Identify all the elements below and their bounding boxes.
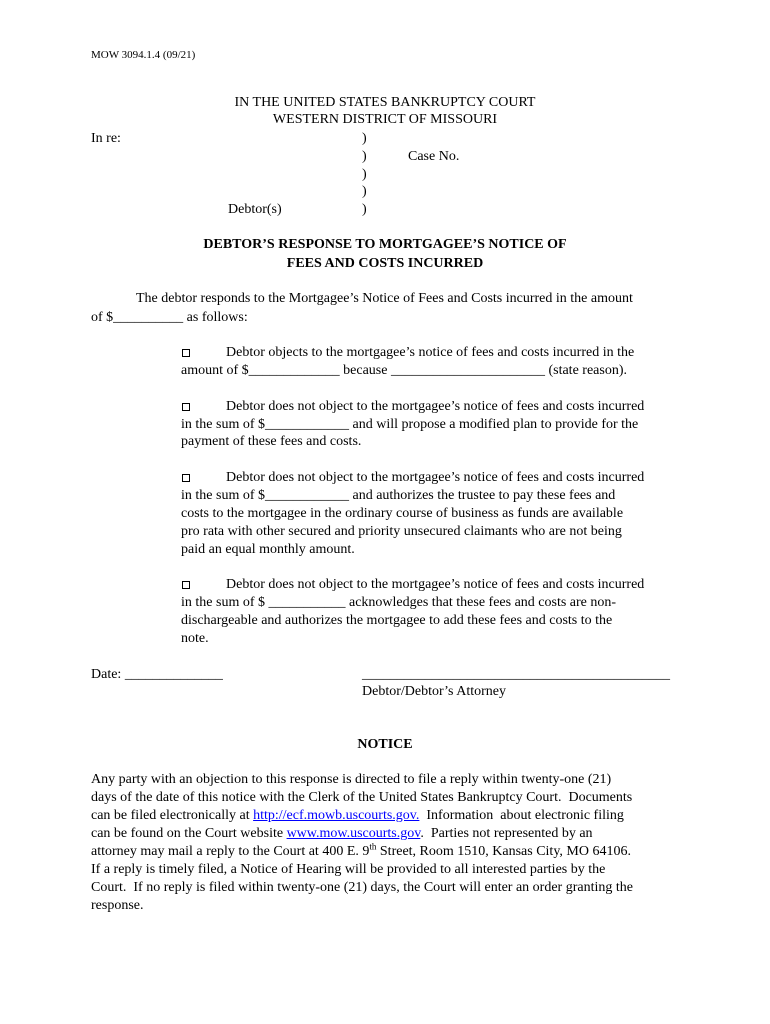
intro-line: The debtor responds to the Mortgagee’s Notice of Fees and Costs incurred in the amount xyxy=(136,291,633,306)
option-text-line: costs to the mortgagee in the ordinary course of business as funds are available xyxy=(181,506,624,521)
option-text-line: Debtor does not object to the mortgagee’s notice of fees and costs incurred xyxy=(226,399,645,414)
option-text-line: Debtor does not object to the mortgagee’s notice of fees and costs incurred xyxy=(226,577,645,592)
signer-label: Debtor/Debtor’s Attorney xyxy=(362,684,506,699)
option-text-line: in the sum of $____________ and authorizes the trustee to pay these fees and xyxy=(181,488,616,503)
debtor-label: Debtor(s) xyxy=(228,202,282,217)
court-district-line: WESTERN DISTRICT OF MISSOURI xyxy=(272,112,498,127)
option-text-line: in the sum of $____________ and will propose a modified plan to provide for the xyxy=(181,417,639,432)
date-line: Date: ______________ xyxy=(91,667,223,682)
notice-text: Information about electronic filing xyxy=(419,808,624,823)
form-id-label: MOW 3094.1.4 (09/21) xyxy=(91,49,196,61)
option-2-checkbox[interactable] xyxy=(182,403,190,411)
notice-line: days of the date of this notice with the Clerk of the United States Bankruptcy Court. Documents xyxy=(91,790,633,805)
caption-paren: ) xyxy=(362,131,367,146)
option-text-line: Debtor objects to the mortgagee’s notice of fees and costs incurred in the xyxy=(226,345,635,360)
caption-paren: ) xyxy=(362,184,367,199)
option-text-line: amount of $_____________ because ______________________ (state reason). xyxy=(181,363,627,378)
option-text-line: paid an equal monthly amount. xyxy=(181,542,355,557)
document-title-line: DEBTOR’S RESPONSE TO MORTGAGEE’S NOTICE OF xyxy=(203,237,567,252)
option-text-line: payment of these fees and costs. xyxy=(181,434,362,449)
option-3-checkbox[interactable] xyxy=(182,474,190,482)
intro-line: of $__________ as follows: xyxy=(91,310,248,325)
court-name-line: IN THE UNITED STATES BANKRUPTCY COURT xyxy=(234,95,536,110)
notice-text: Street, Room 1510, Kansas City, MO 64106. xyxy=(376,844,631,859)
signature-line: ____________________________________________ xyxy=(362,667,670,682)
notice-line xyxy=(91,825,593,843)
notice-line: Court. If no reply is filed within twenty-one (21) days, the Court will enter an order granting the xyxy=(91,880,633,895)
option-text-line: note. xyxy=(181,631,209,646)
ordinal-suffix: th xyxy=(369,841,377,852)
option-1-checkbox[interactable] xyxy=(182,349,190,357)
option-text-line: dischargeable and authorizes the mortgagee to add these fees and costs to the xyxy=(181,613,613,628)
caption-paren: ) xyxy=(362,167,367,182)
notice-heading: NOTICE xyxy=(357,737,413,752)
notice-line: Any party with an objection to this response is directed to file a reply within twenty-one (21) xyxy=(91,772,612,787)
ecf-link[interactable]: http://ecf.mowb.uscourts.gov. xyxy=(253,808,420,823)
document-title-line: FEES AND COSTS INCURRED xyxy=(286,256,484,271)
in-re-label: In re: xyxy=(91,131,121,146)
notice-line: If a reply is timely filed, a Notice of Hearing will be provided to all interested parties by the xyxy=(91,862,606,877)
notice-line: response. xyxy=(91,898,144,913)
option-text-line: pro rata with other secured and priority unsecured claimants who are not being xyxy=(181,524,622,539)
option-text-line: Debtor does not object to the mortgagee’s notice of fees and costs incurred xyxy=(226,470,645,485)
caption-paren: ) xyxy=(362,202,367,217)
court-website-link[interactable]: www.mow.uscourts.gov xyxy=(286,826,421,841)
notice-text: attorney may mail a reply to the Court at 400 E. 9 xyxy=(91,844,370,859)
notice-text: . Parties not represented by an xyxy=(420,826,593,841)
option-4-checkbox[interactable] xyxy=(182,581,190,589)
caption-paren: ) xyxy=(362,149,367,164)
option-text-line: in the sum of $ ___________ acknowledges that these fees and costs are non- xyxy=(181,595,617,610)
notice-text: can be found on the Court website xyxy=(91,826,287,841)
notice-line xyxy=(91,807,624,825)
notice-text: can be filed electronically at xyxy=(91,808,254,823)
notice-line xyxy=(91,843,631,861)
case-number-label: Case No. xyxy=(408,149,460,164)
